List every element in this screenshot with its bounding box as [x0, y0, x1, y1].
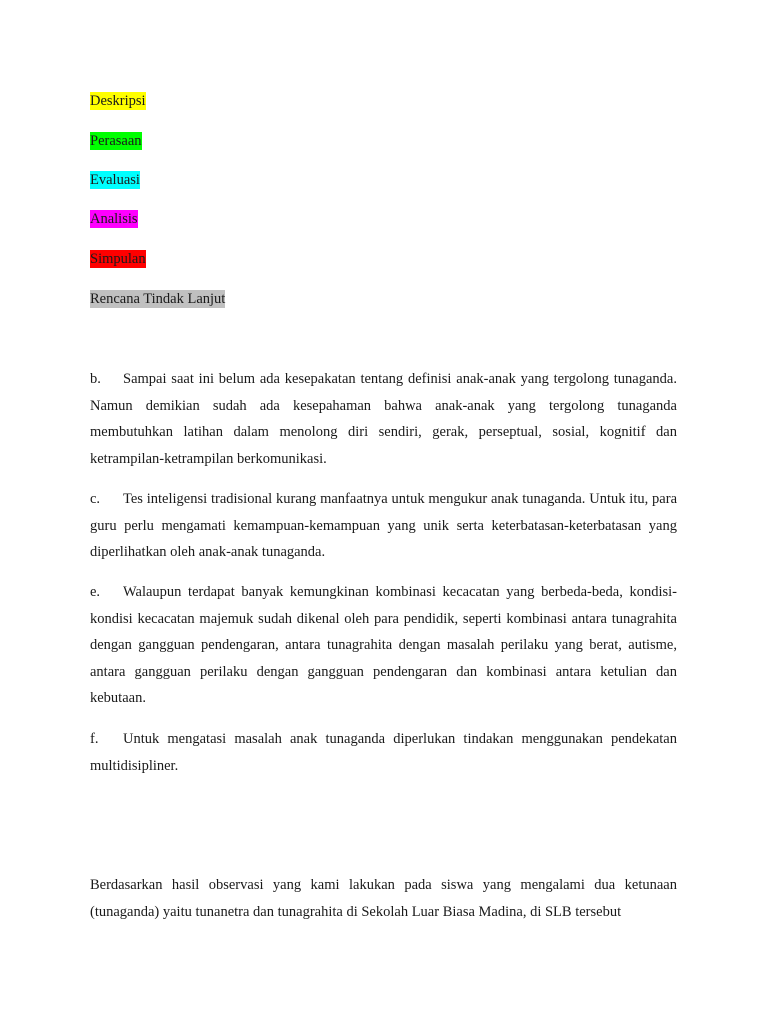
paragraph-label: b.: [90, 371, 101, 387]
paragraph-label: c.: [90, 491, 101, 507]
paragraph-e: [90, 579, 677, 712]
paragraph-text: Sampai saat ini belum ada kesepakatan tentang definisi anak-anak yang tergolong tunaganda. Namun demikian sudah ada kesepahaman bahwa anak-anak yang tergolong tunaganda membutuhkan latihan dalam menolong diri sendiri, gerak, perseptual, sosial, kognitif dan ketrampilan-ketrampilan berkomunikasi.: [90, 371, 677, 467]
paragraph-label: f.: [90, 731, 99, 747]
closing-text: Berdasarkan hasil observasi yang kami lakukan pada siswa yang mengalami dua ketunaan (tunaganda) yaitu tunanetra dan tunagrahita di Sekolah Luar Biasa Madina, di SLB tersebut: [90, 877, 677, 920]
legend-item-perasaan: Perasaan: [90, 133, 142, 149]
paragraph-b: [90, 366, 677, 472]
legend-item-analisis: Analisis: [90, 211, 138, 227]
paragraph-label: e.: [90, 584, 101, 600]
paragraph-text: Tes inteligensi tradisional kurang manfaatnya untuk mengukur anak tunaganda. Untuk itu, para guru perlu mengamati kemampuan-kemampuan yang unik serta keterbatasan-keterbatasan yang diperlihatkan oleh anak-anak tunaganda.: [90, 491, 677, 560]
legend-item-simpulan: Simpulan: [90, 251, 146, 267]
paragraph-c: [90, 486, 677, 566]
paragraph-f: [90, 726, 677, 779]
legend-item-evaluasi: Evaluasi: [90, 172, 140, 188]
paragraph-text: Walaupun terdapat banyak kemungkinan kombinasi kecacatan yang berbeda-beda, kondisi-kondisi kecacatan majemuk sudah dikenal oleh para pendidik, seperti kombinasi antara tunagrahita dengan gangguan pendengaran, antara tunagrahita dengan masalah perilaku yang berat, autisme, antara gangguan perilaku dengan gangguan pendengaran dan kombinasi antara ketulian dan kebutaan.: [90, 584, 677, 706]
paragraph-text: Untuk mengatasi masalah anak tunaganda diperlukan tindakan menggunakan pendekatan multidisipliner.: [90, 731, 677, 774]
legend-item-rencana-tindak-lanjut: Rencana Tindak Lanjut: [90, 291, 226, 307]
closing-paragraph: [90, 872, 677, 925]
legend-item-deskripsi: Deskripsi: [90, 93, 146, 109]
